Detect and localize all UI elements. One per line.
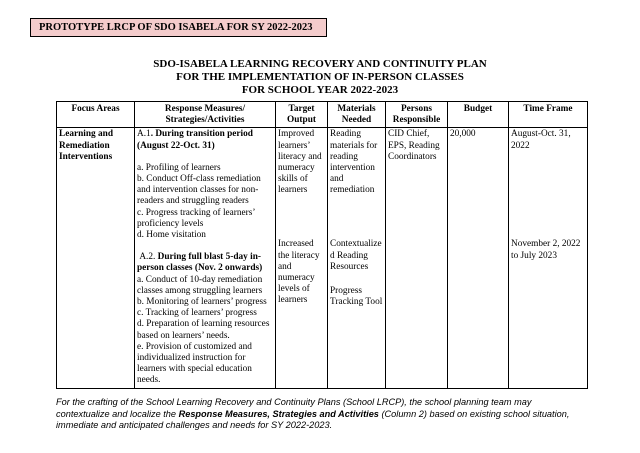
title-line-3: FOR SCHOOL YEAR 2022-2023 xyxy=(241,84,399,96)
persons-responsible-cell: CID Chief, EPS, Reading Coordinators xyxy=(386,128,448,388)
header-target-output: Target Output xyxy=(276,102,328,128)
phase1-target: Improved learners’ literacy and numeracy skills of learners xyxy=(278,129,322,196)
table-row xyxy=(57,128,588,388)
response-measures-cell xyxy=(135,128,276,388)
footnote: For the crafting of the School Learning Recovery and Continuity Plans (School LRCP), the school planning team may contextualize and localize the Response Measures, Strategies and Activities (Column 2) based on existing school situation, immediate and anticipated challenges and needs for SY 2022-2023. xyxy=(56,397,570,431)
phase1-timeframe: August-Oct. 31, 2022 xyxy=(511,129,571,151)
phase1-activity: b. Conduct Off-class remediation and intervention classes for non-readers and struggling readers xyxy=(137,174,261,207)
materials-needed-cell xyxy=(328,128,386,388)
lrcp-table xyxy=(56,101,588,389)
header-persons-responsible: Persons Responsible xyxy=(386,102,448,128)
phase2-activity: b. Monitoring of learners’ progress xyxy=(137,297,267,308)
phase2-heading: A.2. During full blast 5-day in-person classes (Nov. 2 onwards) xyxy=(137,252,263,274)
phase2-activity: e. Provision of customized and individualized instruction for learners with special education needs. xyxy=(137,341,252,386)
phase2-target: Increased the literacy and numeracy levels of learners xyxy=(278,239,320,306)
phase1-heading: A.1. During transition period (August 22-Oct. 31) xyxy=(137,129,253,151)
table-header-row xyxy=(57,102,588,128)
phase1-materials: Reading materials for reading intervention and remediation xyxy=(330,129,378,196)
target-output-cell xyxy=(276,128,328,388)
budget-cell: 20,000 xyxy=(448,128,509,388)
prototype-banner: PROTOTYPE LRCP OF SDO ISABELA FOR SY 2022-2023 xyxy=(30,18,327,37)
phase2-activity: d. Preparation of learning resources based on learners’ needs. xyxy=(137,319,270,341)
phase1-activity: d. Home visitation xyxy=(137,230,206,241)
phase1-activity: a. Profiling of learners xyxy=(137,162,221,173)
focus-area-cell: Learning and Remediation Interventions xyxy=(57,128,135,388)
phase2-materials: Contextualized Reading Resources xyxy=(330,239,382,272)
phase2-activity: a. Conduct of 10-day remediation classes among struggling learners xyxy=(137,274,263,296)
phase1-activity: c. Progress tracking of learners’ proficiency levels xyxy=(137,207,255,229)
header-budget: Budget xyxy=(448,102,509,128)
title-line-2: FOR THE IMPLEMENTATION OF IN-PERSON CLASSES xyxy=(176,71,464,83)
phase2-timeframe: November 2, 2022 to July 2023 xyxy=(511,239,581,261)
document-title xyxy=(0,58,640,97)
phase2-activity: c. Tracking of learners’ progress xyxy=(137,308,257,319)
header-response-measures: Response Measures/ Strategies/Activities xyxy=(135,102,276,128)
header-time-frame: Time Frame xyxy=(509,102,588,128)
title-line-1: SDO-ISABELA LEARNING RECOVERY AND CONTINUITY PLAN xyxy=(153,58,487,70)
footnote-emphasis: Response Measures, Strategies and Activities xyxy=(178,408,379,419)
time-frame-cell xyxy=(509,128,588,388)
phase2-tracking-tool: Progress Tracking Tool xyxy=(330,286,383,308)
header-focus-areas: Focus Areas xyxy=(57,102,135,128)
header-materials-needed: Materials Needed xyxy=(328,102,386,128)
